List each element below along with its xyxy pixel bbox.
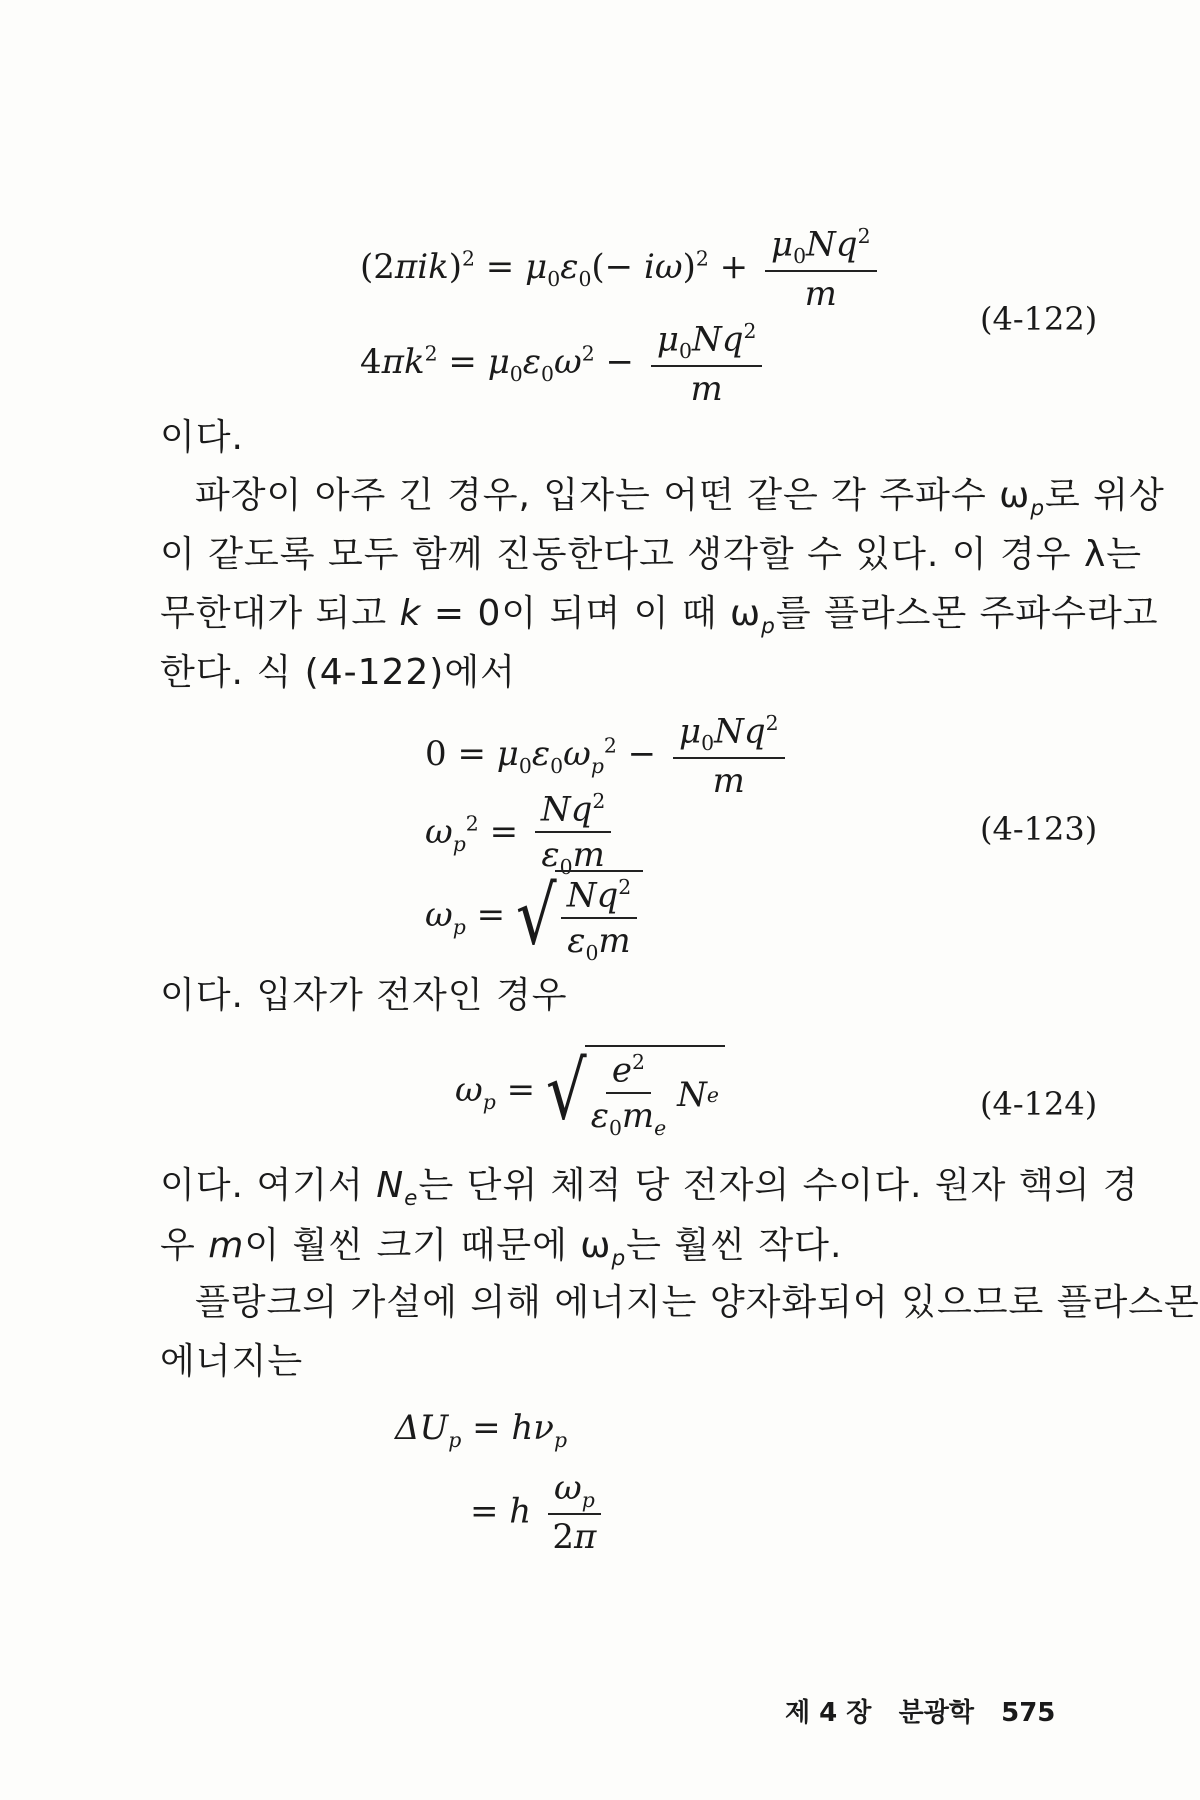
paragraph-1: 이다. <box>160 417 244 458</box>
equation-energy-line2: = h $\frac{\omega_p}{2\pi}$ <box>470 1470 607 1557</box>
paragraph-5-line-2: 에너지는 <box>160 1341 304 1382</box>
equation-4-123-line3: $\omega_p$ = √ $\frac{Nq^2}{\varepsilon_0m}$ <box>425 870 643 964</box>
footer-page-number: 575 <box>1001 1698 1056 1728</box>
p2-line1-tail: 로 위상 <box>1045 475 1165 516</box>
equation-label-4-124: (4-124) <box>980 1085 1098 1123</box>
p4-line1b: N <box>376 1165 405 1206</box>
paragraph-4-line-2: 우 m이 훨씬 크기 때문에 $\omega_p$는 훨씬 작다. <box>160 1225 843 1272</box>
paragraph-2-line-3: 무한대가 되고 k = 0이 되며 이 때 $\omega_p$를 플라스몬 주파수라고 <box>160 593 1159 640</box>
equation-4-122-line2: $4\pi k^2 = \mu_0\varepsilon_0\omega^2$ − $\frac{\mu_0Nq^2}{m}$ <box>360 320 768 408</box>
equation-4-123-line2: $\omega_p^2$ = $\frac{Nq^2}{\varepsilon_0m}$ <box>425 790 617 878</box>
equation-energy-line1: $\Delta U_p = h\nu_p$ <box>395 1408 568 1452</box>
p4-line1c: 는 단위 체적 당 전자의 수이다. 원자 핵의 경 <box>418 1165 1139 1206</box>
equation-label-4-123: (4-123) <box>980 810 1098 848</box>
footer-chapter: 제 4 장 <box>785 1698 872 1728</box>
p2-line3d: 를 플라스몬 주파수라고 <box>775 593 1159 634</box>
p4-line2b: m <box>208 1225 245 1266</box>
p2-line3a: 무한대가 되고 <box>160 593 400 634</box>
p4-line1a: 이다. 여기서 <box>160 1165 377 1206</box>
equation-label-4-122: (4-122) <box>980 300 1098 338</box>
equation-4-124: $\omega_p$ = √ $\frac{e^2}{\varepsilon_0m_e}$ N e <box>455 1045 725 1139</box>
paragraph-2-line-1: 파장이 아주 긴 경우, 입자는 어떤 같은 각 주파수 $\omega_p$로 위상 <box>195 475 1165 522</box>
p2-line1-text: 파장이 아주 긴 경우, 입자는 어떤 같은 각 주파수 ω <box>195 475 1031 516</box>
paragraph-5-line-1: 플랑크의 가설에 의해 에너지는 양자화되어 있으므로 플라스몬 <box>195 1282 1200 1323</box>
equation-4-123-line1: $0 = \mu_0\varepsilon_0\omega_p^2$ − $\frac{\mu_0Nq^2}{m}$ <box>425 712 791 800</box>
equation-4-122-line1: $(2\pi ik)^2 = \mu_0\varepsilon_0(- i\omega)^2$ + $\frac{\mu_0Nq^2}{m}$ <box>360 225 883 313</box>
paragraph-3: 이다. 입자가 전자인 경우 <box>160 975 568 1016</box>
page-footer <box>785 1692 1055 1729</box>
p4-line2c: 이 훨씬 크기 때문에 ω <box>244 1225 612 1266</box>
paragraph-2-line-4: 한다. 식 (4-122)에서 <box>160 652 516 693</box>
paragraph-2-line-2: 이 같도록 모두 함께 진동한다고 생각할 수 있다. 이 경우 λ는 <box>160 534 1143 575</box>
p4-line2d: 는 훨씬 작다. <box>626 1225 843 1266</box>
paragraph-4-line-1: 이다. 여기서 $N_e$는 단위 체적 당 전자의 수이다. 원자 핵의 경 <box>160 1165 1139 1212</box>
p2-line3b: k <box>399 593 422 634</box>
footer-title: 분광학 <box>898 1698 974 1728</box>
p2-line3c: = 0이 되며 이 때 ω <box>421 593 762 634</box>
p4-line2a: 우 <box>160 1225 209 1266</box>
